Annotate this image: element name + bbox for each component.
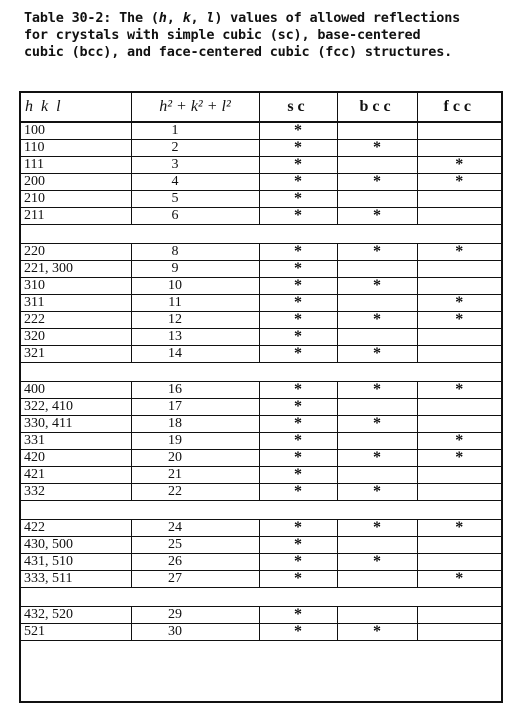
cell-fcc bbox=[417, 416, 501, 433]
cell-bcc bbox=[337, 382, 417, 399]
cell-sc bbox=[259, 140, 337, 157]
cell-bcc bbox=[337, 157, 417, 174]
spacer-cell bbox=[259, 225, 337, 244]
allowed-mark: * bbox=[373, 173, 381, 190]
allowed-mark: * bbox=[294, 381, 302, 398]
cell-bcc bbox=[337, 433, 417, 450]
cell-sc bbox=[259, 174, 337, 191]
allowed-mark: * bbox=[373, 415, 381, 432]
table-row bbox=[21, 624, 501, 641]
allowed-mark: * bbox=[294, 553, 302, 570]
allowed-mark: * bbox=[455, 156, 464, 173]
cell-fcc bbox=[417, 174, 501, 191]
cell-sum: 18 bbox=[131, 416, 259, 433]
cell-sc bbox=[259, 433, 337, 450]
table-row bbox=[21, 261, 501, 278]
cell-hkl: 100 bbox=[21, 122, 131, 140]
cell-sc bbox=[259, 399, 337, 416]
allowed-mark: * bbox=[294, 207, 302, 224]
table-row bbox=[21, 346, 501, 363]
table-row bbox=[21, 416, 501, 433]
allowed-mark: * bbox=[455, 381, 464, 398]
cell-sc bbox=[259, 278, 337, 295]
allowed-mark: * bbox=[294, 483, 302, 500]
allowed-mark: * bbox=[294, 570, 302, 587]
table-row bbox=[21, 554, 501, 571]
cell-hkl: 322, 410 bbox=[21, 399, 131, 416]
allowed-mark: * bbox=[373, 139, 381, 156]
cell-sc bbox=[259, 416, 337, 433]
cell-sc bbox=[259, 467, 337, 484]
table-row bbox=[21, 191, 501, 208]
allowed-mark: * bbox=[294, 606, 302, 623]
cell-fcc bbox=[417, 624, 501, 641]
table-row bbox=[21, 174, 501, 191]
table-row bbox=[21, 484, 501, 501]
spacer-cell bbox=[417, 501, 501, 520]
cell-bcc bbox=[337, 571, 417, 588]
cell-fcc bbox=[417, 208, 501, 225]
table-row bbox=[21, 467, 501, 484]
header-fcc: fcc bbox=[417, 93, 501, 122]
cell-bcc bbox=[337, 140, 417, 157]
cell-sum: 27 bbox=[131, 571, 259, 588]
spacer-cell bbox=[417, 363, 501, 382]
cell-bcc bbox=[337, 295, 417, 312]
allowed-mark: * bbox=[373, 553, 381, 570]
spacer-cell bbox=[259, 501, 337, 520]
cell-bcc bbox=[337, 450, 417, 467]
header-sum-of-squares: h² + k² + l² bbox=[131, 93, 259, 122]
cell-sc bbox=[259, 484, 337, 501]
cell-sc bbox=[259, 607, 337, 624]
allowed-mark: * bbox=[455, 449, 464, 466]
cell-hkl: 331 bbox=[21, 433, 131, 450]
allowed-mark: * bbox=[455, 311, 464, 328]
cell-sc bbox=[259, 624, 337, 641]
allowed-mark: * bbox=[294, 345, 302, 362]
caption-line-2: for crystals with simple cubic (sc), base-centered bbox=[24, 27, 421, 43]
cell-hkl: 431, 510 bbox=[21, 554, 131, 571]
cell-hkl: 222 bbox=[21, 312, 131, 329]
spacer-cell bbox=[259, 588, 337, 607]
allowed-mark: * bbox=[455, 173, 464, 190]
cell-sc bbox=[259, 191, 337, 208]
allowed-mark: * bbox=[294, 190, 302, 207]
allowed-mark: * bbox=[294, 466, 302, 483]
table-row bbox=[21, 450, 501, 467]
allowed-mark: * bbox=[373, 623, 381, 640]
cell-fcc bbox=[417, 467, 501, 484]
cell-hkl: 320 bbox=[21, 329, 131, 346]
cell-sc bbox=[259, 571, 337, 588]
allowed-mark: * bbox=[294, 623, 302, 640]
spacer-cell bbox=[417, 588, 501, 607]
cell-bcc bbox=[337, 122, 417, 140]
table-row bbox=[21, 537, 501, 554]
cell-hkl: 400 bbox=[21, 382, 131, 399]
cell-bcc bbox=[337, 208, 417, 225]
cell-sc bbox=[259, 554, 337, 571]
spacer-cell bbox=[131, 588, 259, 607]
cell-hkl: 430, 500 bbox=[21, 537, 131, 554]
cell-sc bbox=[259, 157, 337, 174]
allowed-mark: * bbox=[373, 277, 381, 294]
table-row bbox=[21, 382, 501, 399]
cell-sum: 3 bbox=[131, 157, 259, 174]
cell-sc bbox=[259, 450, 337, 467]
allowed-mark: * bbox=[294, 519, 302, 536]
allowed-mark: * bbox=[294, 156, 302, 173]
allowed-mark: * bbox=[294, 449, 302, 466]
caption-line-3: cubic (bcc), and face-centered cubic (fcc) structures. bbox=[24, 44, 453, 60]
cell-fcc bbox=[417, 520, 501, 537]
allowed-mark: * bbox=[373, 449, 381, 466]
table-row bbox=[21, 278, 501, 295]
allowed-mark: * bbox=[373, 311, 381, 328]
allowed-mark: * bbox=[373, 381, 381, 398]
cell-fcc bbox=[417, 244, 501, 261]
cell-sum: 29 bbox=[131, 607, 259, 624]
cell-bcc bbox=[337, 607, 417, 624]
allowed-mark: * bbox=[294, 122, 302, 139]
cell-hkl: 521 bbox=[21, 624, 131, 641]
cell-sum: 16 bbox=[131, 382, 259, 399]
cell-hkl: 210 bbox=[21, 191, 131, 208]
cell-fcc bbox=[417, 122, 501, 140]
cell-sc bbox=[259, 122, 337, 140]
cell-sum: 2 bbox=[131, 140, 259, 157]
spacer-cell bbox=[21, 588, 131, 607]
cell-fcc bbox=[417, 346, 501, 363]
allowed-mark: * bbox=[294, 536, 302, 553]
cell-fcc bbox=[417, 278, 501, 295]
cell-hkl: 200 bbox=[21, 174, 131, 191]
spacer-row bbox=[21, 588, 501, 607]
table-row bbox=[21, 329, 501, 346]
header-sc: sc bbox=[259, 93, 337, 122]
spacer-cell bbox=[131, 363, 259, 382]
cell-bcc bbox=[337, 467, 417, 484]
allowed-mark: * bbox=[294, 328, 302, 345]
cell-hkl: 221, 300 bbox=[21, 261, 131, 278]
cell-sum: 11 bbox=[131, 295, 259, 312]
cell-bcc bbox=[337, 399, 417, 416]
spacer-cell bbox=[417, 225, 501, 244]
cell-sc bbox=[259, 312, 337, 329]
spacer-cell bbox=[259, 363, 337, 382]
caption-line-1: Table 30-2: The (h, k, l) values of allowed reflections bbox=[24, 10, 461, 26]
cell-sc bbox=[259, 329, 337, 346]
header-row bbox=[21, 93, 501, 122]
cell-bcc bbox=[337, 520, 417, 537]
cell-bcc bbox=[337, 278, 417, 295]
cell-hkl: 321 bbox=[21, 346, 131, 363]
cell-sc bbox=[259, 520, 337, 537]
table-row bbox=[21, 140, 501, 157]
cell-hkl: 311 bbox=[21, 295, 131, 312]
cell-fcc bbox=[417, 157, 501, 174]
cell-fcc bbox=[417, 329, 501, 346]
table-row bbox=[21, 208, 501, 225]
spacer-cell bbox=[337, 225, 417, 244]
cell-hkl: 330, 411 bbox=[21, 416, 131, 433]
cell-fcc bbox=[417, 433, 501, 450]
cell-sum: 24 bbox=[131, 520, 259, 537]
cell-sum: 25 bbox=[131, 537, 259, 554]
table-row bbox=[21, 295, 501, 312]
cell-fcc bbox=[417, 261, 501, 278]
allowed-mark: * bbox=[455, 243, 464, 260]
spacer-cell bbox=[131, 501, 259, 520]
cell-bcc bbox=[337, 312, 417, 329]
allowed-mark: * bbox=[373, 483, 381, 500]
allowed-mark: * bbox=[455, 432, 464, 449]
cell-bcc bbox=[337, 261, 417, 278]
allowed-mark: * bbox=[294, 277, 302, 294]
spacer-cell bbox=[337, 588, 417, 607]
cell-bcc bbox=[337, 191, 417, 208]
cell-sum: 6 bbox=[131, 208, 259, 225]
table-row bbox=[21, 571, 501, 588]
cell-sum: 9 bbox=[131, 261, 259, 278]
cell-hkl: 332 bbox=[21, 484, 131, 501]
cell-hkl: 110 bbox=[21, 140, 131, 157]
cell-fcc bbox=[417, 295, 501, 312]
cell-bcc bbox=[337, 537, 417, 554]
spacer-cell bbox=[337, 363, 417, 382]
reflections-table bbox=[21, 93, 501, 641]
header-hkl: h k l bbox=[21, 93, 131, 122]
cell-fcc bbox=[417, 537, 501, 554]
cell-bcc bbox=[337, 329, 417, 346]
table-row bbox=[21, 433, 501, 450]
cell-hkl: 432, 520 bbox=[21, 607, 131, 624]
cell-fcc bbox=[417, 382, 501, 399]
cell-hkl: 420 bbox=[21, 450, 131, 467]
cell-hkl: 111 bbox=[21, 157, 131, 174]
cell-bcc bbox=[337, 174, 417, 191]
cell-sum: 13 bbox=[131, 329, 259, 346]
spacer-row bbox=[21, 363, 501, 382]
allowed-mark: * bbox=[373, 519, 381, 536]
header-bcc: bcc bbox=[337, 93, 417, 122]
cell-sum: 19 bbox=[131, 433, 259, 450]
allowed-mark: * bbox=[373, 207, 381, 224]
cell-fcc bbox=[417, 484, 501, 501]
cell-sum: 4 bbox=[131, 174, 259, 191]
cell-sum: 14 bbox=[131, 346, 259, 363]
table-caption bbox=[24, 10, 504, 61]
allowed-mark: * bbox=[294, 294, 302, 311]
allowed-mark: * bbox=[294, 432, 302, 449]
table-row bbox=[21, 399, 501, 416]
allowed-mark: * bbox=[294, 173, 302, 190]
table-row bbox=[21, 244, 501, 261]
table-row bbox=[21, 312, 501, 329]
table-row bbox=[21, 607, 501, 624]
cell-hkl: 211 bbox=[21, 208, 131, 225]
spacer-cell bbox=[21, 363, 131, 382]
allowed-mark: * bbox=[373, 345, 381, 362]
cell-hkl: 333, 511 bbox=[21, 571, 131, 588]
allowed-mark: * bbox=[455, 294, 464, 311]
cell-fcc bbox=[417, 399, 501, 416]
cell-fcc bbox=[417, 554, 501, 571]
cell-bcc bbox=[337, 346, 417, 363]
allowed-mark: * bbox=[373, 243, 381, 260]
allowed-mark: * bbox=[294, 311, 302, 328]
allowed-mark: * bbox=[294, 243, 302, 260]
table-row bbox=[21, 520, 501, 537]
cell-sc bbox=[259, 244, 337, 261]
spacer-cell bbox=[337, 501, 417, 520]
cell-fcc bbox=[417, 450, 501, 467]
allowed-mark: * bbox=[294, 398, 302, 415]
cell-sc bbox=[259, 346, 337, 363]
allowed-mark: * bbox=[294, 139, 302, 156]
cell-bcc bbox=[337, 244, 417, 261]
cell-hkl: 422 bbox=[21, 520, 131, 537]
cell-sum: 8 bbox=[131, 244, 259, 261]
table-row bbox=[21, 157, 501, 174]
cell-sc bbox=[259, 261, 337, 278]
cell-bcc bbox=[337, 554, 417, 571]
cell-sc bbox=[259, 208, 337, 225]
cell-sum: 17 bbox=[131, 399, 259, 416]
cell-hkl: 310 bbox=[21, 278, 131, 295]
allowed-mark: * bbox=[455, 570, 464, 587]
spacer-row bbox=[21, 225, 501, 244]
cell-sc bbox=[259, 537, 337, 554]
cell-bcc bbox=[337, 484, 417, 501]
cell-sum: 20 bbox=[131, 450, 259, 467]
cell-hkl: 421 bbox=[21, 467, 131, 484]
spacer-cell bbox=[21, 501, 131, 520]
cell-fcc bbox=[417, 607, 501, 624]
cell-sum: 5 bbox=[131, 191, 259, 208]
cell-sum: 30 bbox=[131, 624, 259, 641]
cell-sum: 26 bbox=[131, 554, 259, 571]
cell-fcc bbox=[417, 571, 501, 588]
allowed-mark: * bbox=[294, 260, 302, 277]
cell-bcc bbox=[337, 416, 417, 433]
cell-fcc bbox=[417, 312, 501, 329]
cell-fcc bbox=[417, 140, 501, 157]
cell-sc bbox=[259, 382, 337, 399]
cell-sum: 1 bbox=[131, 122, 259, 140]
allowed-mark: * bbox=[294, 415, 302, 432]
cell-sum: 12 bbox=[131, 312, 259, 329]
cell-sc bbox=[259, 295, 337, 312]
cell-fcc bbox=[417, 191, 501, 208]
table-body bbox=[21, 122, 501, 641]
spacer-row bbox=[21, 501, 501, 520]
cell-sum: 10 bbox=[131, 278, 259, 295]
cell-hkl: 220 bbox=[21, 244, 131, 261]
cell-sum: 21 bbox=[131, 467, 259, 484]
spacer-cell bbox=[21, 225, 131, 244]
allowed-mark: * bbox=[455, 519, 464, 536]
cell-bcc bbox=[337, 624, 417, 641]
cell-sum: 22 bbox=[131, 484, 259, 501]
table-row bbox=[21, 122, 501, 140]
spacer-cell bbox=[131, 225, 259, 244]
